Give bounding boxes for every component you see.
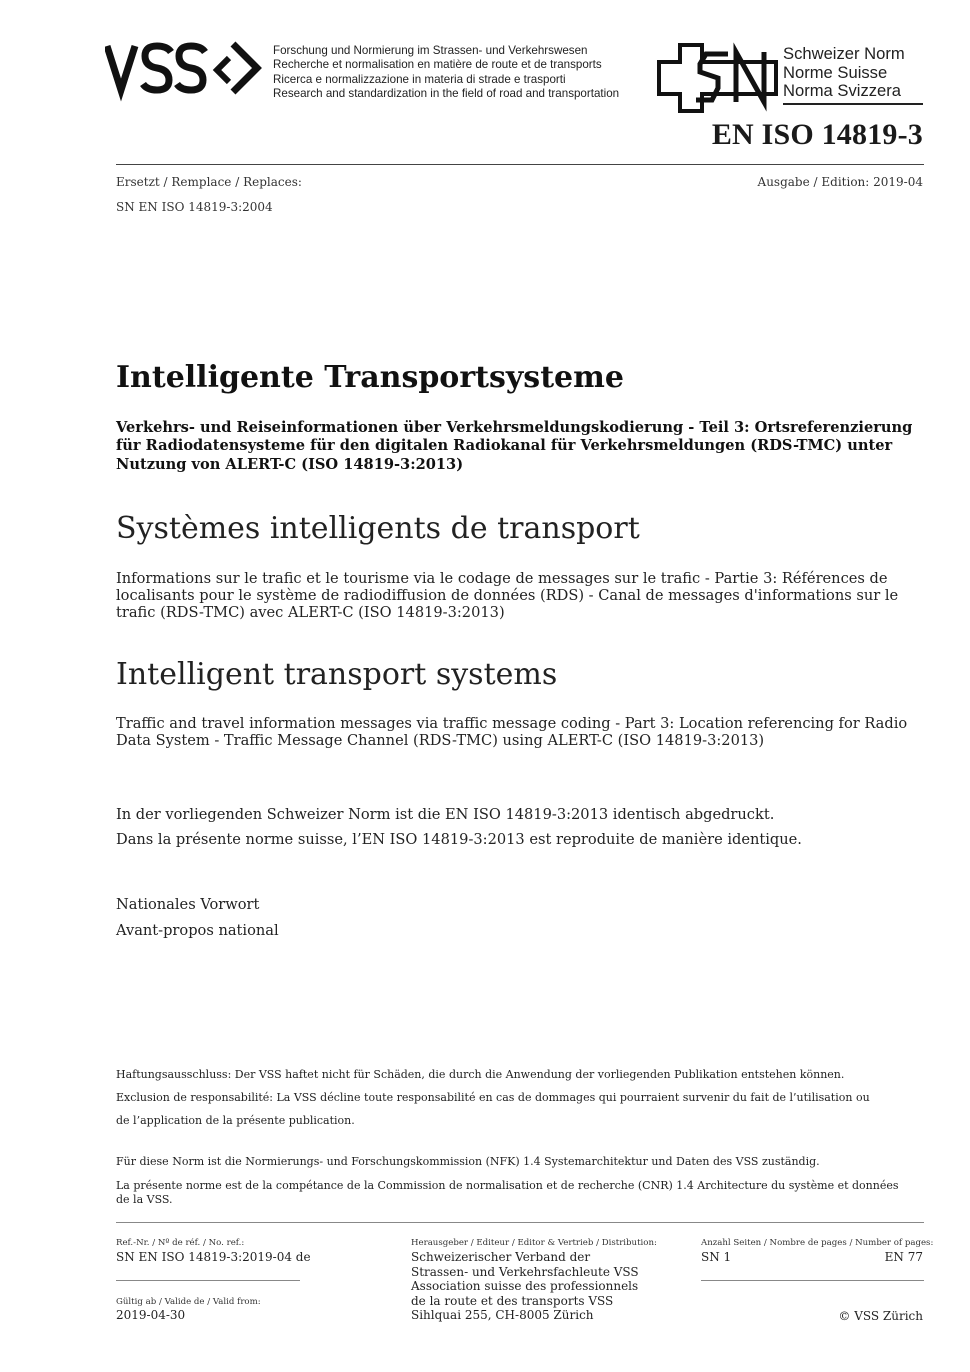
replaced-standard: SN EN ISO 14819-3:2004 (116, 200, 273, 214)
pages-label: Anzahl Seiten / Nombre de pages / Number of pages: (701, 1238, 934, 1248)
sn-name-de: Schweizer Norm (783, 44, 905, 63)
publisher-address (411, 1250, 639, 1323)
identical-note-fr: Dans la présente norme suisse, l’EN ISO 14819-3:2013 est reproduite de manière identique. (116, 831, 802, 848)
vss-tagline-de: Forschung und Normierung im Strassen- und Verkehrswesen (273, 44, 588, 57)
footer-divider (116, 1222, 924, 1223)
copyright: © VSS Zürich (838, 1309, 923, 1323)
subtitle-english: Traffic and travel information messages via traffic message coding - Part 3: Location referencing for Radio Data System - Traffic Message Channel (RDS-TMC) using ALERT-C (ISO 14819-3:2013) (116, 715, 908, 750)
vss-logo (105, 40, 265, 102)
foreword-de: Nationales Vorwort (116, 896, 260, 913)
subtitle-french: Informations sur le trafic et le tourisme via le codage de messages sur le trafic - Partie 3: Références de localisants pour le système de radiodiffusion de données (RDS) - Canal de messages d'informations sur le trafic (RDS-TMC) avec ALERT-C (ISO 14819-3:2013) (116, 570, 899, 622)
publisher-line: Strassen- und Verkehrsfachleute VSS (411, 1264, 639, 1279)
sn-names (783, 45, 905, 101)
subtitle-german: Verkehrs- und Reiseinformationen über Verkehrsmeldungskodierung - Teil 3: Ortsreferenzierung für Radiodatensysteme für den digitalen Radiokanal für Verkehrsmeldungen (RDS-TMC) unter Nutzung von ALERT-C (ISO 14819-3:2013) (116, 419, 913, 473)
title-german: Intelligente Transportsysteme (116, 360, 624, 395)
vss-tagline (273, 44, 619, 102)
pages-en: EN 77 (884, 1250, 923, 1264)
publisher-line: Sihlquai 255, CH-8005 Zürich (411, 1308, 594, 1323)
ref-value: SN EN ISO 14819-3:2019-04 de (116, 1250, 311, 1264)
pages-divider (701, 1280, 924, 1281)
document-number: EN ISO 14819-3 (711, 118, 923, 151)
pages-sn: SN 1 (701, 1250, 732, 1264)
valid-value: 2019-04-30 (116, 1308, 186, 1322)
publisher-line: Association suisse des professionnels (411, 1279, 639, 1294)
publisher-line: de la route et des transports VSS (411, 1293, 614, 1308)
committee-de: Für diese Norm ist die Normierungs- und Forschungskommission (NFK) 1.4 Systemarchitektur und Daten des VSS zuständig. (116, 1155, 820, 1168)
publisher-label: Herausgeber / Editeur / Editor & Vertrieb / Distribution: (411, 1238, 657, 1248)
disclaimer-de: Haftungsausschluss: Der VSS haftet nicht für Schäden, die durch die Anwendung der vorliegenden Publikation entstehen können. (116, 1068, 845, 1081)
committee-fr: La présente norme est de la compétance de la Commission de normalisation et de recherche (CNR) 1.4 Architecture du système et données de la VSS. (116, 1179, 899, 1206)
ref-label: Ref.-Nr. / Nº de réf. / No. ref.: (116, 1238, 245, 1248)
foreword-fr: Avant-propos national (116, 922, 279, 939)
vss-tagline-en: Research and standardization in the field of road and transportation (273, 87, 620, 101)
sn-name-fr: Norme Suisse (783, 62, 888, 82)
sn-divider (783, 103, 923, 105)
edition-date: Ausgabe / Edition: 2019-04 (757, 175, 923, 189)
ref-divider (116, 1280, 300, 1281)
title-english: Intelligent transport systems (116, 657, 558, 692)
sn-name-it: Norma Svizzera (783, 81, 902, 101)
disclaimer-fr-line2: de l’application de la présente publication. (116, 1114, 355, 1127)
publisher-line: Schweizerischer Verband der (411, 1250, 591, 1264)
title-french: Systèmes intelligents de transport (116, 511, 640, 546)
identical-note-de: In der vorliegenden Schweizer Norm ist die EN ISO 14819-3:2013 identisch abgedruckt. (116, 806, 775, 823)
replaces-label: Ersetzt / Remplace / Replaces: (116, 175, 302, 189)
header-divider (116, 164, 924, 165)
sn-swiss-norm-logo (656, 42, 778, 114)
valid-label: Gültig ab / Valide de / Valid from: (116, 1297, 261, 1307)
disclaimer-fr-line1: Exclusion de responsabilité: La VSS décline toute responsabilité en cas de dommages qui pourraient survenir du fait de l’utilisation ou (116, 1091, 870, 1104)
vss-tagline-it: Ricerca e normalizzazione in materia di strade e trasporti (273, 72, 566, 86)
vss-tagline-fr: Recherche et normalisation en matière de route et de transports (273, 58, 602, 72)
